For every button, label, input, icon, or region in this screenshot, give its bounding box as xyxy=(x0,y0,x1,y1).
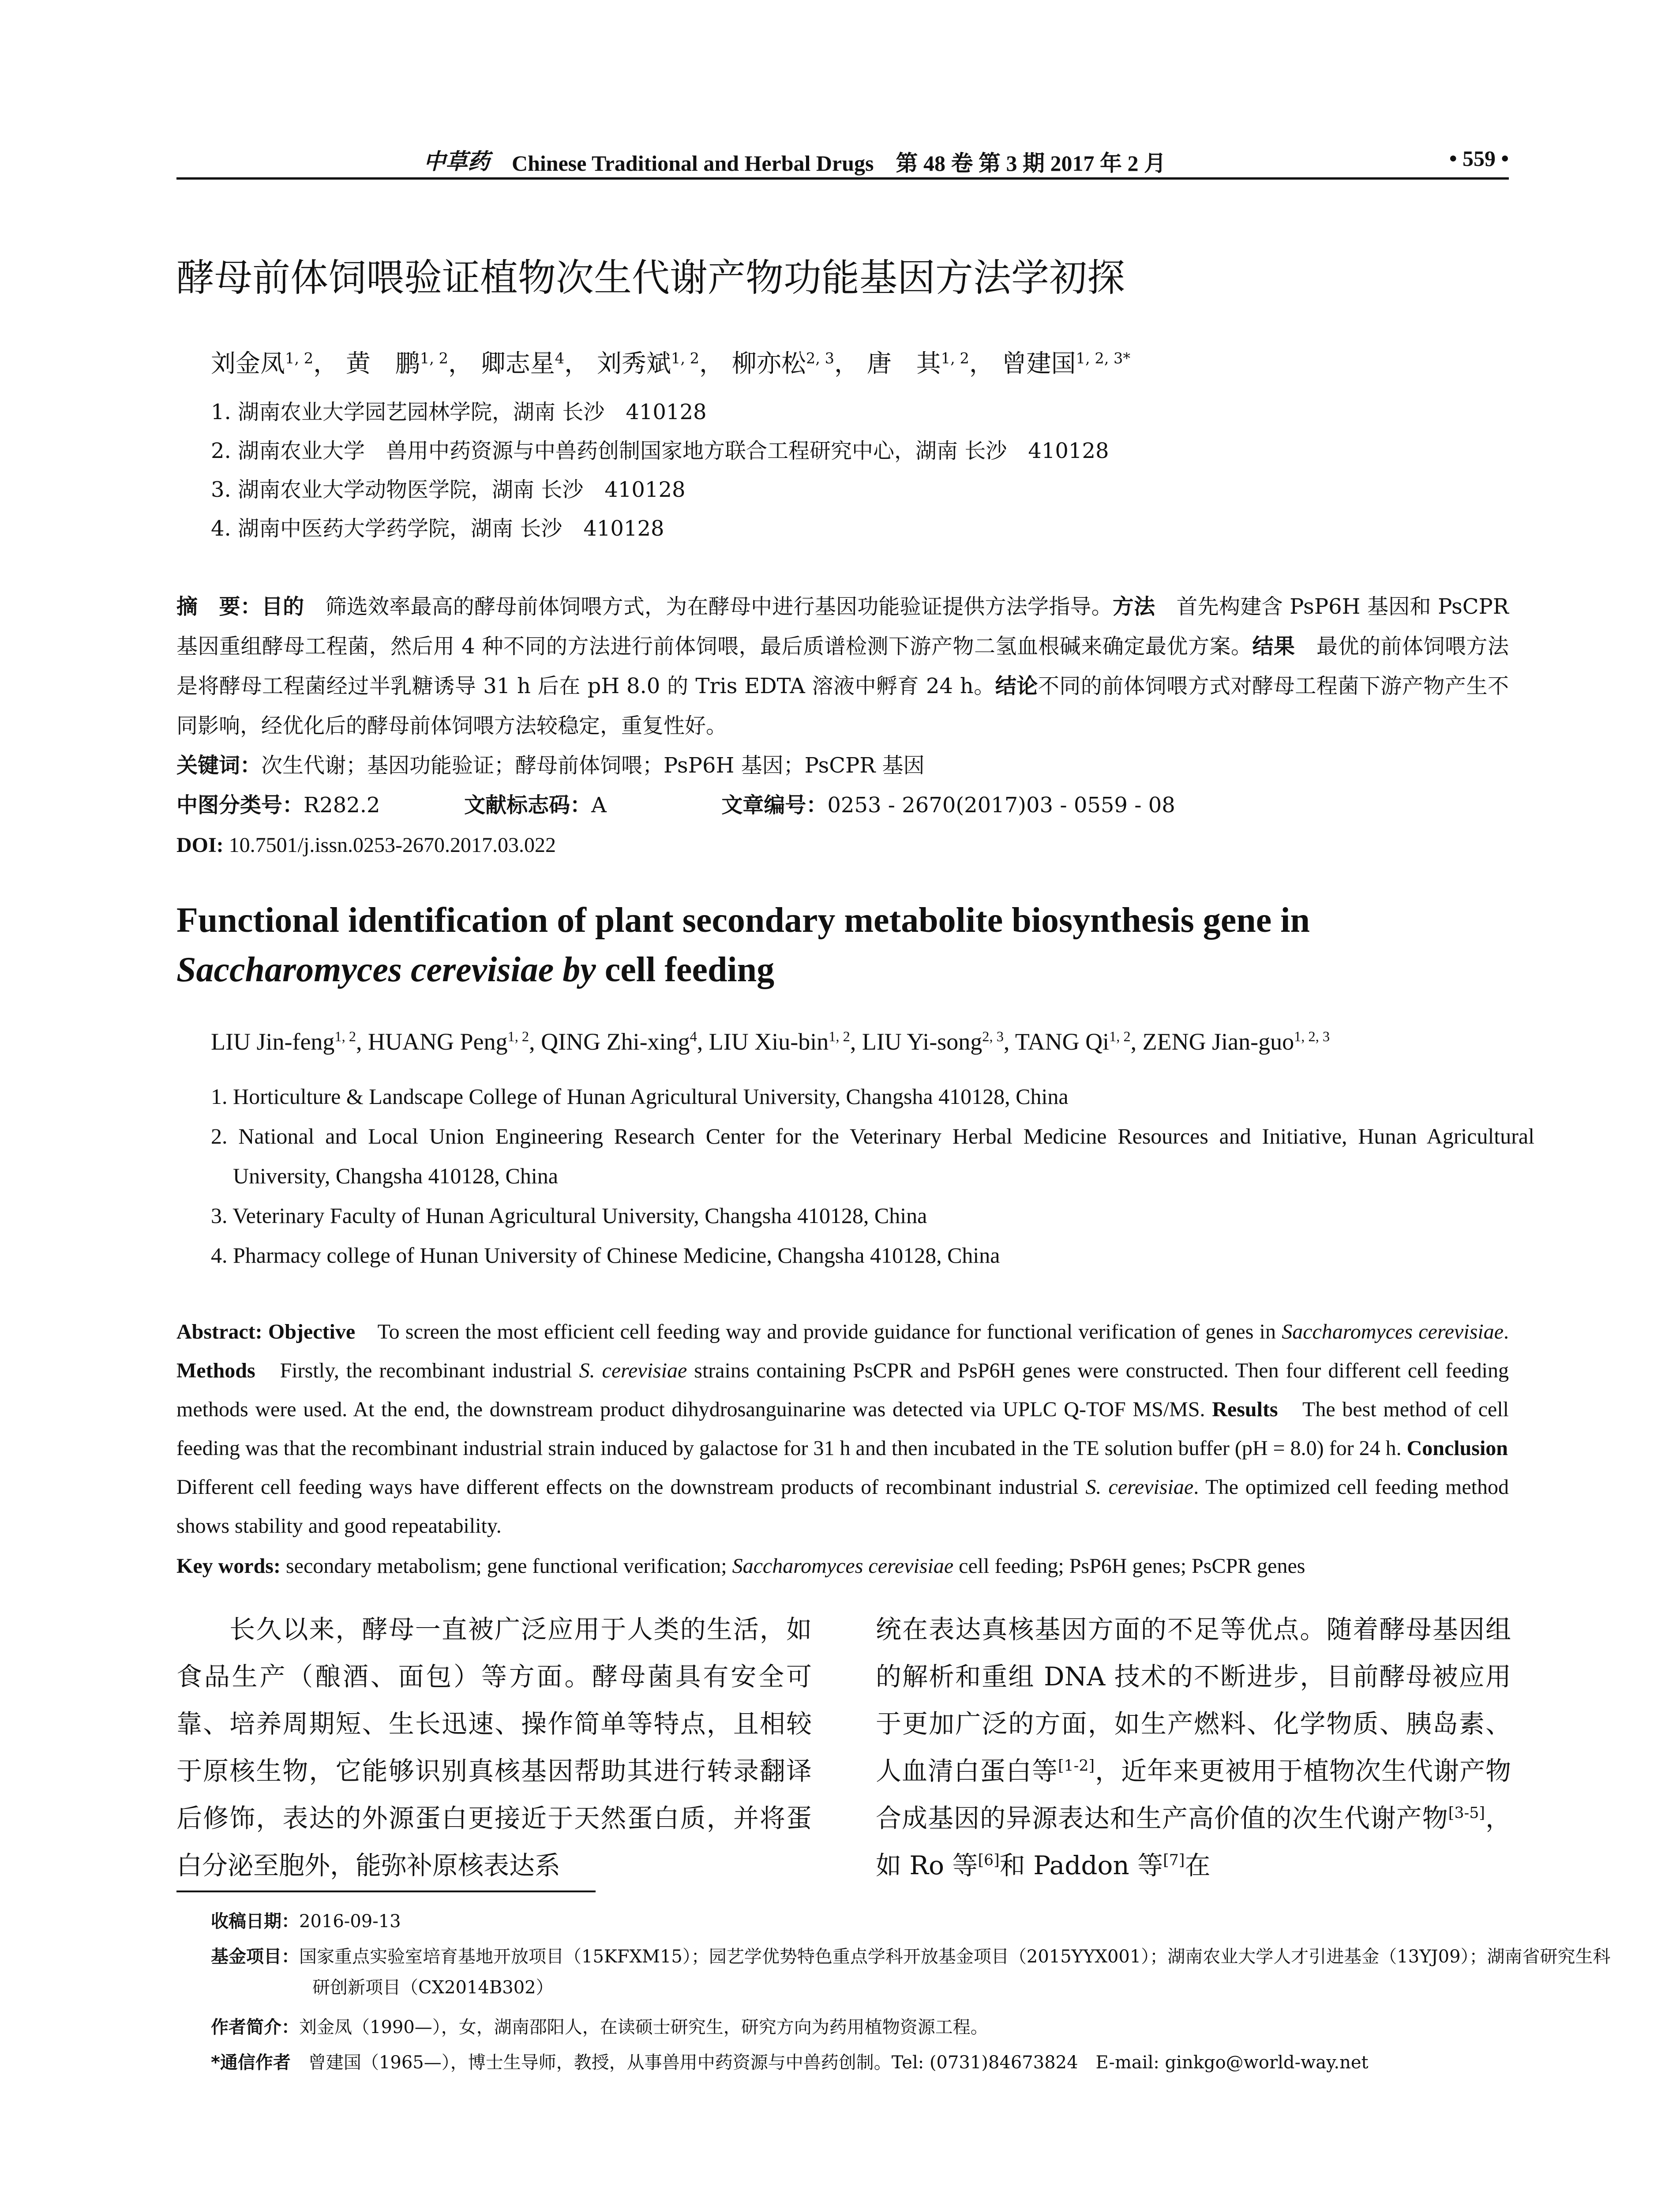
author: LIU Yi-song$^{2, 3}$, xyxy=(862,1028,1015,1055)
author: HUANG Peng$^{1, 2}$, xyxy=(368,1028,541,1055)
en-affiliation: 3. Veterinary Faculty of Hunan Agricultural University, Changsha 410128, China xyxy=(211,1203,927,1228)
page-number: • 559 • xyxy=(1449,146,1509,171)
body-column-right: 统在表达真核基因方面的不足等优点。随着酵母基因组的解析和重组 DNA 技术的不断进步，目前酵母被应用于更加广泛的方面，如生产燃料、化学物质、胰岛素、人血清白蛋白等[1-2]，近年来更被用于植物次生代谢产物合成基因的异源表达和生产高价值的次生代谢产物[3-5]，如 Ro 等[6]和 Paddon 等[7]在 xyxy=(876,1614,1511,1880)
doi-line: DOI: 10.7501/j.issn.0253-2670.2017.03.022 xyxy=(176,833,556,857)
footnote-rule xyxy=(176,1891,596,1892)
cn-affiliation: 4. 湖南中医药大学药学院，湖南 长沙 410128 xyxy=(211,516,664,541)
author: 柳亦松$^{2, 3}$， xyxy=(731,349,859,378)
citation: [7] xyxy=(1163,1851,1185,1869)
en-keywords: Key words: secondary metabolism; gene functional verification; Saccharomyces cerevisiae cell feeding; PsP6H genes; PsCPR genes xyxy=(176,1554,1305,1578)
header-rule xyxy=(176,177,1509,180)
en-abstract: Abstract: Objective To screen the most efficient cell feeding way and provide guidance for functional verification of genes in Saccharomyces cerevisiae. Methods Firstly, the recombinant industrial S. cerevisiae strains containing PsCPR and PsP6H genes were constructed. Then four different cell feeding methods were used. At the end, the downstream product dihydrosanguinarine was detected via UPLC Q-TOF MS/MS. Results The best method of cell feeding was that the recombinant industrial strain induced by galactose for 31 h and then incubated in the TE solution buffer (pH = 8.0) for 24 h. Conclusion Different cell feeding ways have different effects on the downstream products of recombinant industrial S. cerevisiae. The optimized cell feeding method shows stability and good repeatability. xyxy=(176,1320,1529,1538)
en-affiliation: 4. Pharmacy college of Hunan University of Chinese Medicine, Changsha 410128, China xyxy=(211,1243,1000,1268)
citation: [3-5] xyxy=(1448,1804,1485,1822)
running-header xyxy=(176,141,1509,181)
footnote-fund: 基金项目：国家重点实验室培育基地开放项目（15KFXM15）；园艺学优势特色重点学科开放基金项目（2015YYX001）；湖南农业大学人才引进基金（13YJ09）；湖南省研究生科研创新项目（CX2014B302） xyxy=(211,1947,1611,1998)
en-affiliation: 1. Horticulture & Landscape College of Hunan Agricultural University, Changsha 410128, China xyxy=(211,1084,1069,1109)
author: ZENG Jian-guo$^{1, 2, 3}$ xyxy=(1142,1028,1330,1055)
author: QING Zhi-xing$^4$, xyxy=(541,1028,709,1055)
author: TANG Qi$^{1, 2}$, xyxy=(1015,1028,1143,1055)
footnote-author: 作者简介：刘金凤（1990—），女，湖南邵阳人，在读硕士研究生，研究方向为药用植物资源工程。 xyxy=(211,2017,988,2037)
author: LIU Xiu-bin$^{1, 2}$, xyxy=(709,1028,862,1055)
citation: [1-2] xyxy=(1058,1757,1095,1775)
cn-classification: 中图分类号：R282.2 文献标志码：A 文章编号：0253 - 2670(2017)03 - 0559 - 08 xyxy=(176,793,1175,818)
author: LIU Jin-feng$^{1, 2}$, xyxy=(211,1028,368,1055)
en-title: Functional identification of plant secondary metabolite biosynthesis gene in Saccharomyces cerevisiae by cell feeding xyxy=(176,901,1310,989)
cn-authors xyxy=(211,344,1512,379)
author: 刘秀斌$^{1, 2}$， xyxy=(596,349,724,378)
footnote-correspondence: *通信作者 曾建国（1965—），博士生导师，教授，从事兽用中药资源与中兽药创制。Tel: (0731)84673824 E-mail: ginkgo@world-way.net xyxy=(211,2052,1369,2073)
en-authors xyxy=(211,1028,1512,1055)
journal-line: Chinese Traditional and Herbal Drugs 第 48 卷 第 3 期 2017 年 2 月 xyxy=(512,151,1166,176)
author: 卿志星$^4$， xyxy=(480,349,589,378)
cn-title: 酵母前体饲喂验证植物次生代谢产物功能基因方法学初探 xyxy=(176,256,1125,300)
cn-affiliation: 3. 湖南农业大学动物医学院，湖南 长沙 410128 xyxy=(211,477,686,502)
en-affiliation: 2. National and Local Union Engineering Research Center for the Veterinary Herbal Medicine Resources and Initiative, Hunan Agricultural University, Changsha 410128, China xyxy=(211,1124,1534,1188)
cn-affiliation: 2. 湖南农业大学 兽用中药资源与中兽药创制国家地方联合工程研究中心，湖南 长沙 410128 xyxy=(211,439,1109,463)
author: 刘金凤$^{1, 2}$， xyxy=(211,349,338,378)
body-column-left: 长久以来，酵母一直被广泛应用于人类的生活，如食品生产（酿酒、面包）等方面。酵母菌具有安全可靠、培养周期短、生长迅速、操作简单等特点，且相较于原核生物，它能够识别真核基因帮助其进行转录翻译后修饰，表达的外源蛋白更接近于天然蛋白质，并将蛋白分泌至胞外，能弥补原核表达系 xyxy=(176,1614,812,1880)
cn-affiliation: 1. 湖南农业大学园艺园林学院，湖南 长沙 410128 xyxy=(211,400,707,424)
footnote-received: 收稿日期：2016-09-13 xyxy=(211,1911,401,1932)
journal-logo: 中草药 xyxy=(424,149,490,174)
cn-abstract: 摘 要：目的 筛选效率最高的酵母前体饲喂方式，为在酵母中进行基因功能验证提供方法学指导。方法 首先构建含 PsP6H 基因和 PsCPR 基因重组酵母工程菌，然后用 4 种不同的方法进行前体饲喂，最后质谱检测下游产物二氢血根碱来确定最优方案。结果 最优的前体饲喂方法是将酵母工程菌经过半乳糖诱导 31 h 后在 pH 8.0 的 Tris EDTA 溶液中孵育 24 h。结论不同的前体饲喂方式对酵母工程菌下游产物产生不同影响，经优化后的酵母前体饲喂方法较稳定，重复性好。 xyxy=(176,594,1509,738)
citation: [6] xyxy=(978,1851,1000,1869)
cn-keywords: 关键词：次生代谢；基因功能验证；酵母前体饲喂；PsP6H 基因；PsCPR 基因 xyxy=(176,753,925,778)
author: 曾建国$^{1, 2, 3*}$ xyxy=(1001,349,1131,378)
author: 黄 鹏$^{1, 2}$， xyxy=(345,349,473,378)
author: 唐 其$^{1, 2}$， xyxy=(866,349,994,378)
